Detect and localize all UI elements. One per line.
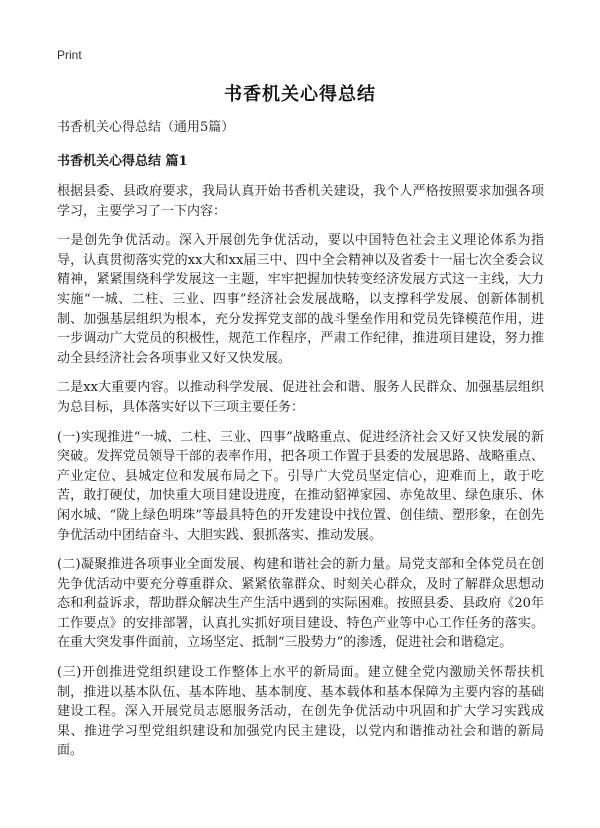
paragraph-task-3: (三)开创推进党组织建设工作整体上水平的新局面。建立健全党内激励关怀帮扶机制，推进以基本队伍、基本阵地、基本制度、基本载体和基本保障为主要内容的基础建设工程。深入开展党员志愿服务活动，在创先争优活动中巩固和扩大学习实践成果、推进学习型党组织建设和加强党内民主建设，以党内和谐推动社会和谐的新局面。 (57, 665, 544, 759)
section-heading: 书香机关心得总结 篇1 (57, 154, 188, 169)
page-title: 书香机关心得总结 (224, 84, 376, 105)
document-subtitle: 书香机关心得总结（通用5篇） (57, 120, 235, 135)
paragraph-intro: 根据县委、县政府要求，我局认真开始书香机关建设，我个人严格按照要求加强各项学习，主要学习了一下内容： (57, 184, 544, 219)
paragraph-item-1: 一是创先争优活动。深入开展创先争优活动，要以中国特色社会主义理论体系为指导，认真贯彻落实党的xx大和xx届三中、四中全会精神以及省委十一届七次全委会议精神，紧紧围绕科学发展这一主题，牢牢把握加快转变经济发展方式这一主线，大力实施“一城、二柱、三业、四事”经济社会发展战略，以支撑科学发展、创新体制机制、加强基层组织为根本，充分发挥党支部的战斗堡垒作用和党员先锋模范作用，进一步调动广大党员的积极性，规范工作程序，严肃工作纪律，推进项目建设，努力推动全县经济社会各项事业又好又快发展。 (57, 233, 544, 366)
paragraph-task-2: (二)凝聚推进各项事业全面发展、构建和谐社会的新力量。局党支部和全体党员在创先争优活动中要充分尊重群众、紧紧依靠群众、时刻关心群众，及时了解群众思想动态和利益诉求，帮助群众解决生产生活中遇到的实际困难。按照县委、县政府《20年工作要点》的安排部署，认真扎实抓好项目建设、特色产业等中心工作任务的落实。在重大突发事件面前，立场坚定、抵制“三股势力”的渗透，促进社会和谐稳定。 (57, 557, 544, 651)
paragraph-task-1: (一)实现推进“一城、二柱、三业、四事”战略重点、促进经济社会又好又快发展的新突破。发挥党员领导干部的表率作用，把各项工作置于县委的发展思路、战略重点、产业定位、县城定位和发展布局之下。引导广大党员坚定信心，迎难而上，敢于吃苦，敢打硬仗，加快重大项目建设进度，在推动貂禅家园、赤兔故里、绿色康乐、休闲水城、“陇上绿色明珠”等最具特色的开发建设中找位置、创佳绩、塑形象，在创先争优活动中团结奋斗、大胆实践、狠抓落实、推动发展。 (57, 429, 544, 543)
print-link[interactable]: Print (57, 48, 82, 62)
paragraph-item-2: 二是xx大重要内容。以推动科学发展、促进社会和谐、服务人民群众、加强基层组织为总目标，具体落实好以下三项主要任务： (57, 380, 544, 415)
document-body (57, 118, 544, 771)
